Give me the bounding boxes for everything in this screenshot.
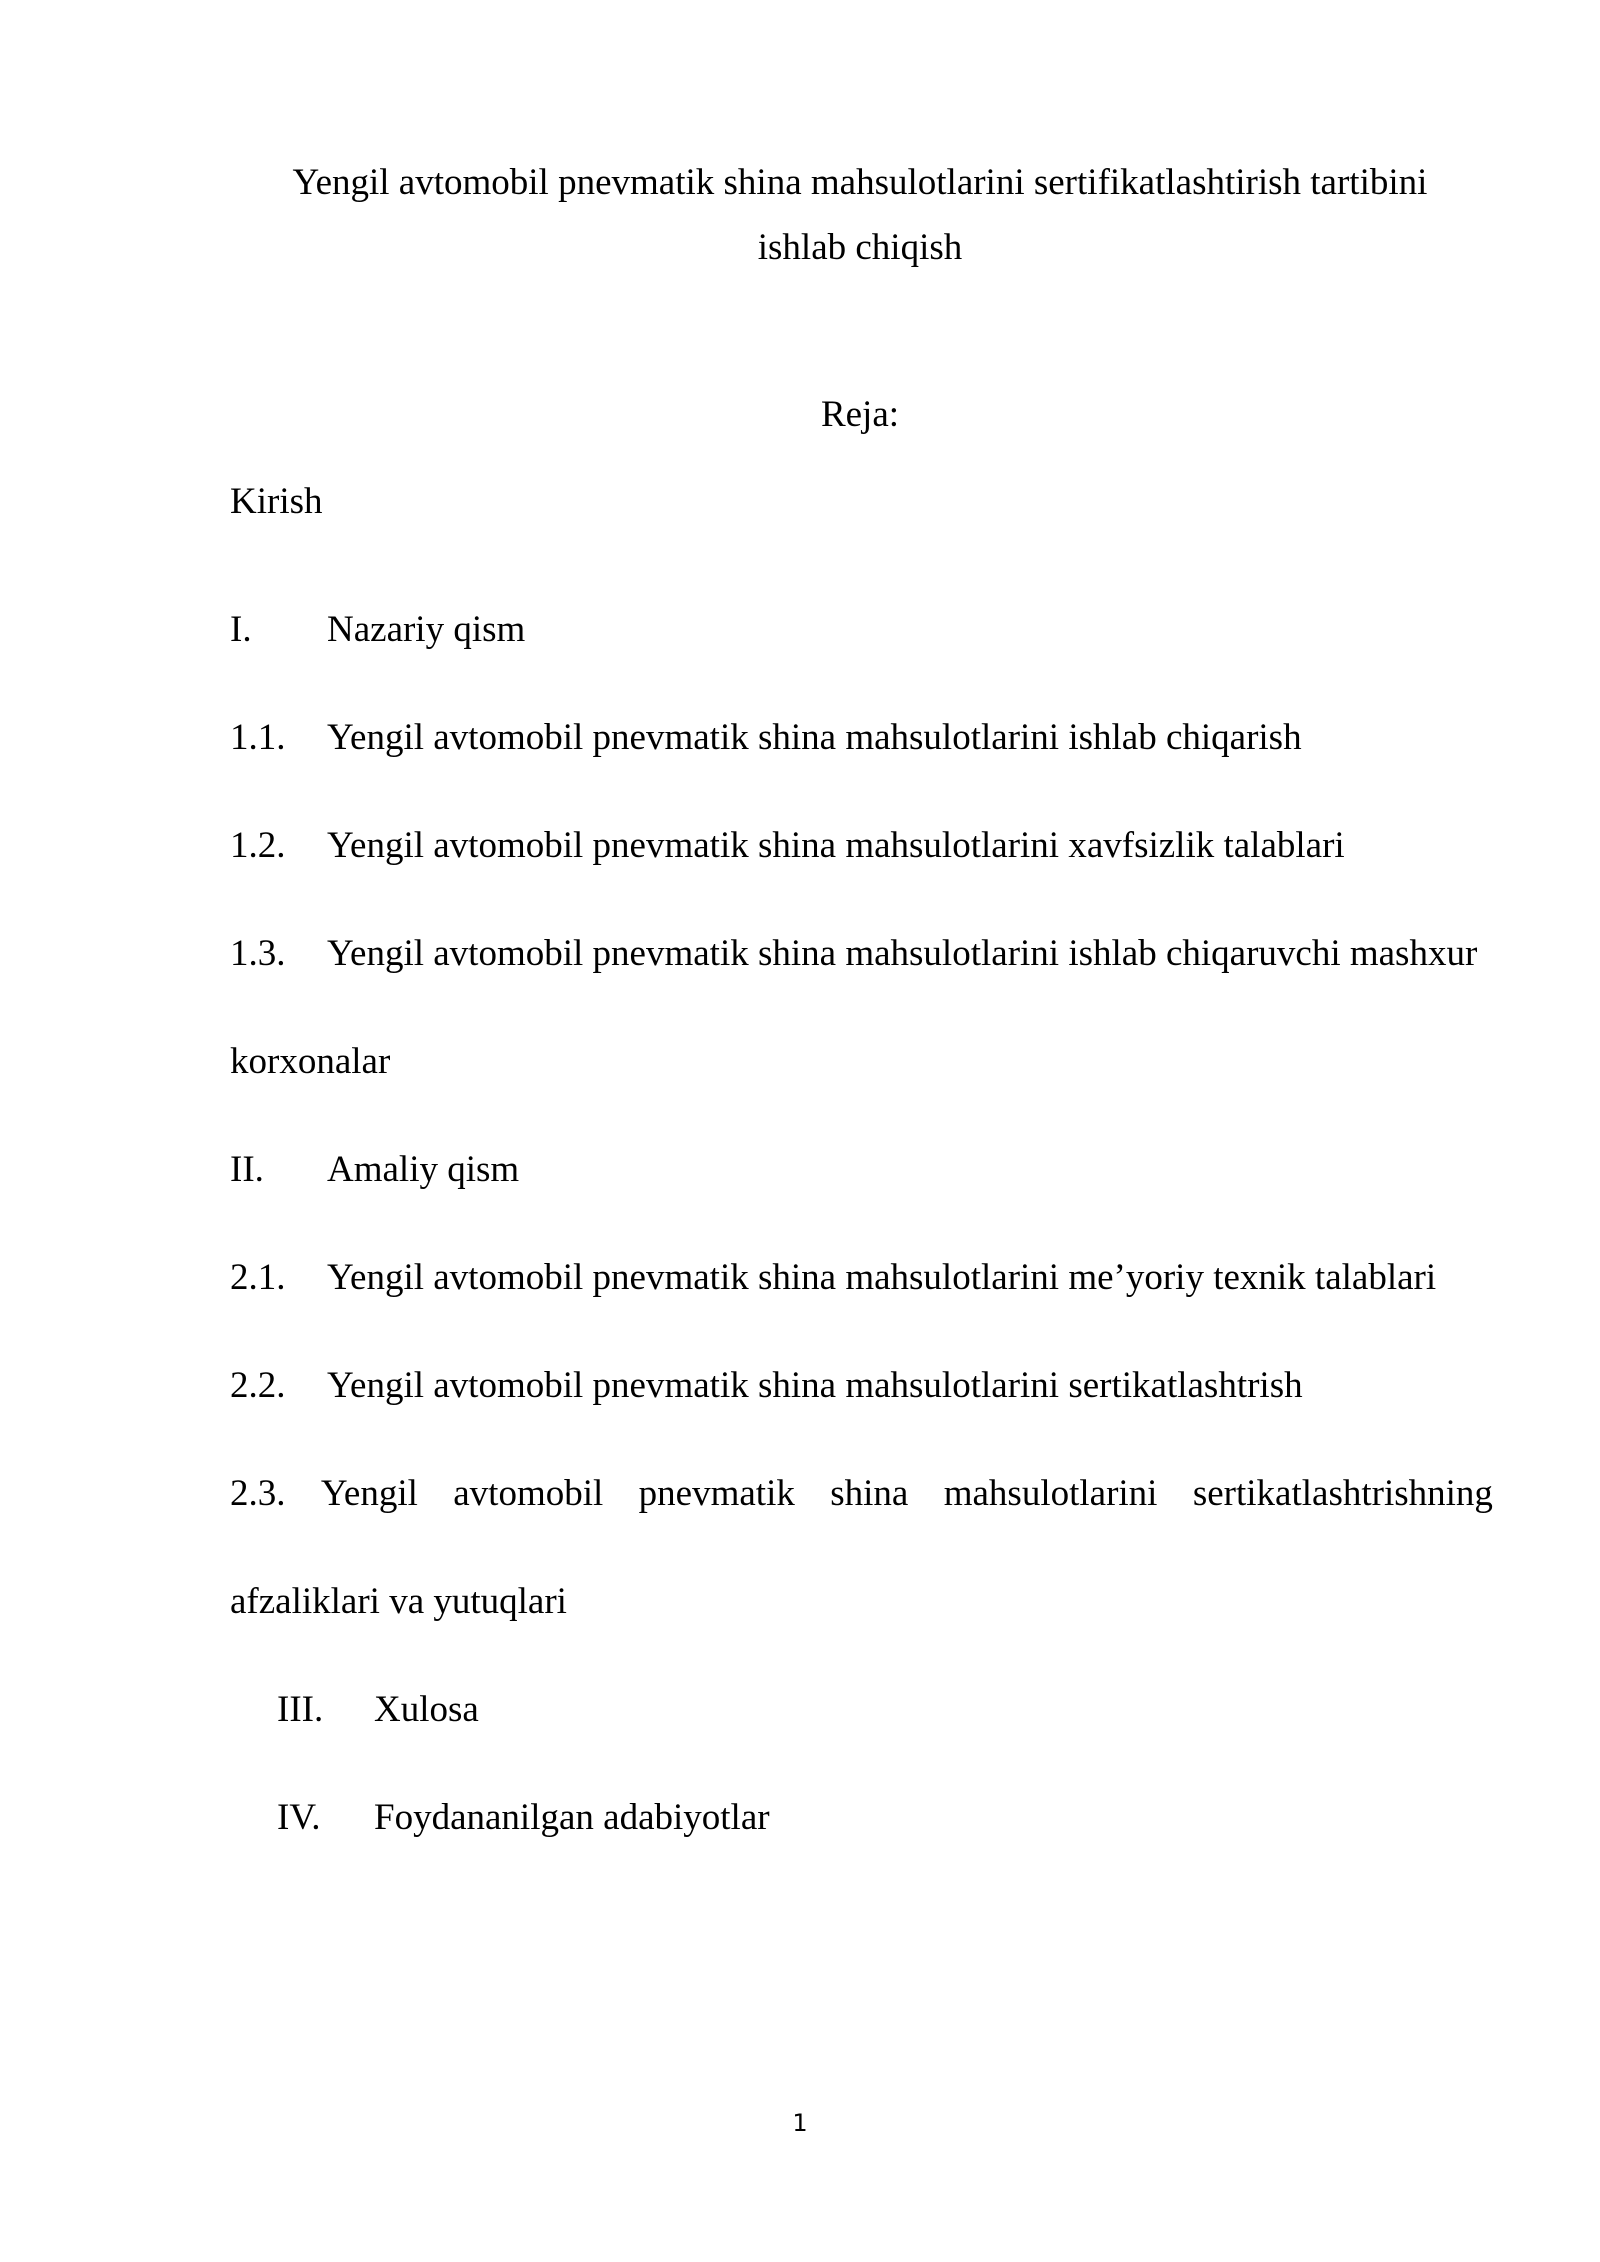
toc-number: IV. [277, 1797, 321, 1838]
toc-text: Yengil avtomobil pnevmatik shina mahsulotlarini sertikatlashtrish [327, 1365, 1303, 1406]
toc-number: III. [277, 1689, 324, 1730]
toc-number: II. [230, 1149, 264, 1190]
toc-number: 1.3. [230, 933, 286, 974]
toc-entry-2-3-continuation: afzaliklari va yutuqlari [230, 1581, 567, 1622]
toc-entry-1-1 [230, 713, 1302, 763]
toc-word: Yengil [320, 1473, 418, 1514]
toc-entry-1-3-continuation: korxonalar [230, 1041, 391, 1082]
toc-word: sertikatlashtrishning [1192, 1473, 1493, 1514]
intro-entry: Kirish [230, 481, 323, 522]
toc-text: Xulosa [374, 1689, 479, 1730]
toc-number: 1.1. [230, 717, 286, 758]
toc-entry-2-2 [230, 1361, 1303, 1411]
title-line-2: ishlab chiqish [757, 227, 963, 268]
toc-entry-iii [277, 1685, 479, 1735]
toc-number: I. [230, 609, 252, 650]
toc-number: 2.3. [230, 1473, 286, 1514]
toc-entry-iv [277, 1793, 770, 1843]
toc-word: mahsulotlarini [943, 1473, 1158, 1514]
toc-text: Amaliy qism [327, 1149, 520, 1190]
toc-number: 1.2. [230, 825, 286, 866]
toc-number: 2.1. [230, 1257, 286, 1298]
document-title [230, 150, 1490, 280]
toc-text: Yengil avtomobil pnevmatik shina mahsulotlarini me’yoriy texnik talablari [327, 1257, 1437, 1298]
toc-word: shina [830, 1473, 909, 1514]
toc-entry-1-2 [230, 821, 1345, 871]
toc-word: pnevmatik [638, 1473, 795, 1514]
toc-number: 2.2. [230, 1365, 286, 1406]
toc-text: Yengil avtomobil pnevmatik shina mahsulotlarini ishlab chiqarish [327, 717, 1302, 758]
toc-word: avtomobil [453, 1473, 604, 1514]
toc-text: Yengil avtomobil pnevmatik shina mahsulotlarini ishlab chiqaruvchi mashxur [327, 933, 1478, 974]
toc-entry-i [230, 605, 525, 655]
plan-heading: Reja: [820, 394, 900, 435]
toc-entry-2-1 [230, 1253, 1436, 1303]
toc-text: Nazariy qism [327, 609, 526, 650]
toc-entry-1-3 [230, 929, 1477, 979]
toc-text: Foydananilgan adabiyotlar [374, 1797, 770, 1838]
toc-entry-ii [230, 1145, 519, 1195]
toc-text: Yengil avtomobil pnevmatik shina mahsulotlarini xavfsizlik talablari [327, 825, 1345, 866]
page-number: 1 [792, 2109, 808, 2137]
title-line-1: Yengil avtomobil pnevmatik shina mahsulotlarini sertifikatlashtirish tartibini [292, 162, 1428, 203]
toc-entry-2-3 [230, 1469, 1493, 1519]
